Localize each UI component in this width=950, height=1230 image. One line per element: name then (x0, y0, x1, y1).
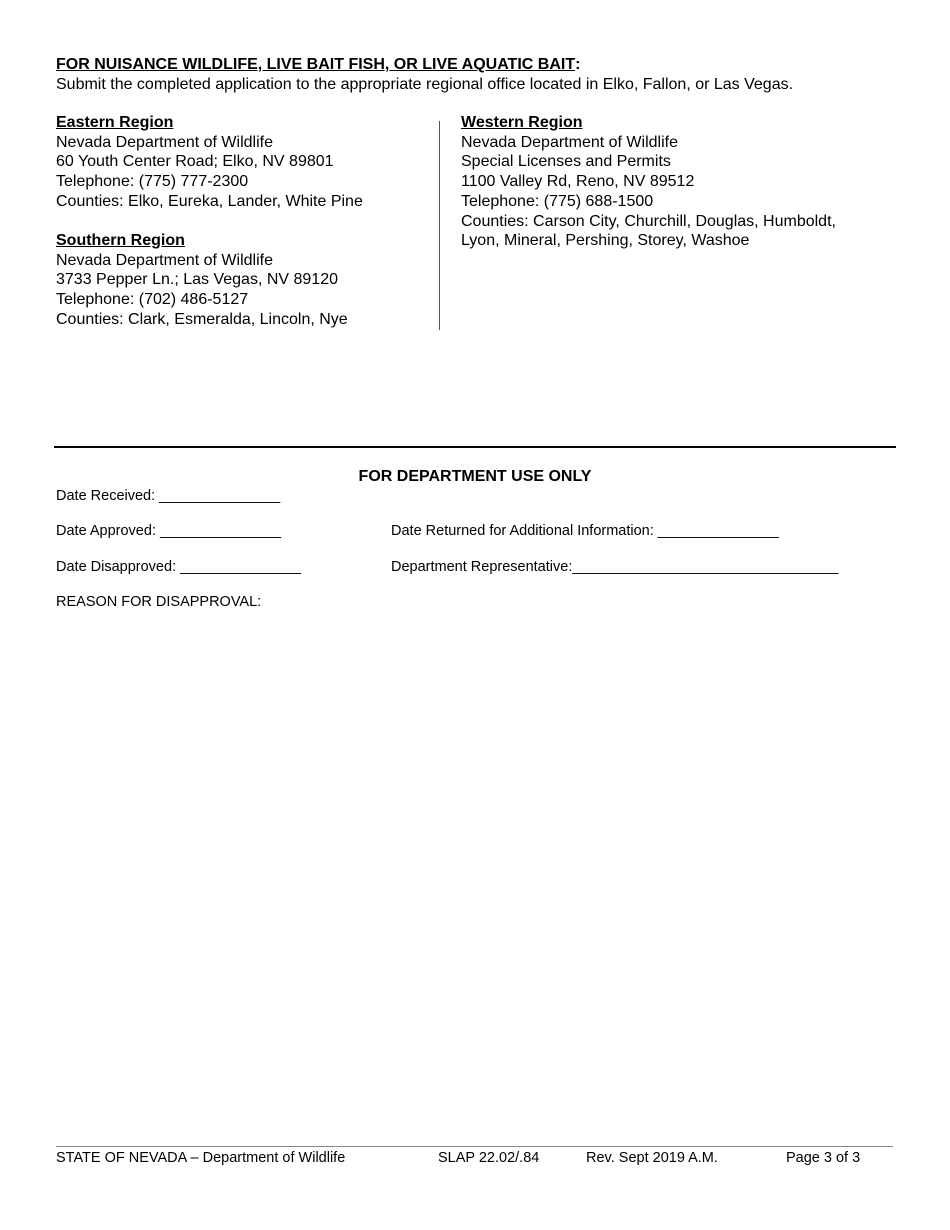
eastern-region-line: 60 Youth Center Road; Elko, NV 89801 (56, 153, 334, 171)
eastern-region-block (56, 113, 363, 212)
section-divider (54, 446, 896, 448)
column-divider (439, 121, 440, 330)
western-region-line: Special Licenses and Permits (461, 153, 671, 171)
western-region-title: Western Region (461, 114, 583, 131)
department-use-title: FOR DEPARTMENT USE ONLY (358, 468, 592, 485)
footer-page-number: Page 3 of 3 (786, 1150, 861, 1166)
eastern-region-line: Counties: Elko, Eureka, Lander, White Pine (56, 192, 363, 210)
southern-region-line: 3733 Pepper Ln.; Las Vegas, NV 89120 (56, 271, 338, 289)
submission-instruction: Submit the completed application to the appropriate regional office located in Elko, Fallon, or Las Vegas. (56, 76, 794, 93)
footer-revision: Rev. Sept 2019 A.M. (586, 1150, 718, 1166)
date-returned-field: Date Returned for Additional Information: _______________ (391, 523, 779, 539)
eastern-region-line: Nevada Department of Wildlife (56, 133, 273, 151)
western-region-line: Lyon, Mineral, Pershing, Storey, Washoe (461, 232, 750, 250)
heading-colon: : (575, 56, 581, 73)
southern-region-line: Counties: Clark, Esmeralda, Lincoln, Nye (56, 310, 348, 328)
southern-region-title: Southern Region (56, 232, 185, 249)
footer-agency: STATE OF NEVADA – Department of Wildlife (56, 1150, 346, 1166)
heading-text: FOR NUISANCE WILDLIFE, LIVE BAIT FISH, OR LIVE AQUATIC BAIT (56, 56, 576, 73)
western-region-line: 1100 Valley Rd, Reno, NV 89512 (461, 173, 695, 191)
western-region-line: Nevada Department of Wildlife (461, 133, 678, 151)
footer-rule (56, 1146, 893, 1147)
section-heading (56, 56, 580, 74)
western-region-line: Telephone: (775) 688-1500 (461, 192, 654, 210)
eastern-region-title: Eastern Region (56, 114, 174, 131)
date-received-field: Date Received: _______________ (56, 488, 281, 504)
footer-form-number: SLAP 22.02/.84 (438, 1150, 540, 1166)
department-representative-field: Department Representative:_________________________________ (391, 559, 839, 575)
reason-for-disapproval-label: REASON FOR DISAPPROVAL: (56, 594, 262, 610)
date-approved-field: Date Approved: _______________ (56, 523, 281, 539)
western-region-line: Counties: Carson City, Churchill, Douglas, Humboldt, (461, 212, 836, 230)
southern-region-block (56, 231, 348, 330)
southern-region-line: Telephone: (702) 486-5127 (56, 291, 249, 309)
western-region-block (461, 113, 836, 251)
date-disapproved-field: Date Disapproved: _______________ (56, 559, 302, 575)
southern-region-line: Nevada Department of Wildlife (56, 251, 273, 269)
eastern-region-line: Telephone: (775) 777-2300 (56, 173, 249, 191)
